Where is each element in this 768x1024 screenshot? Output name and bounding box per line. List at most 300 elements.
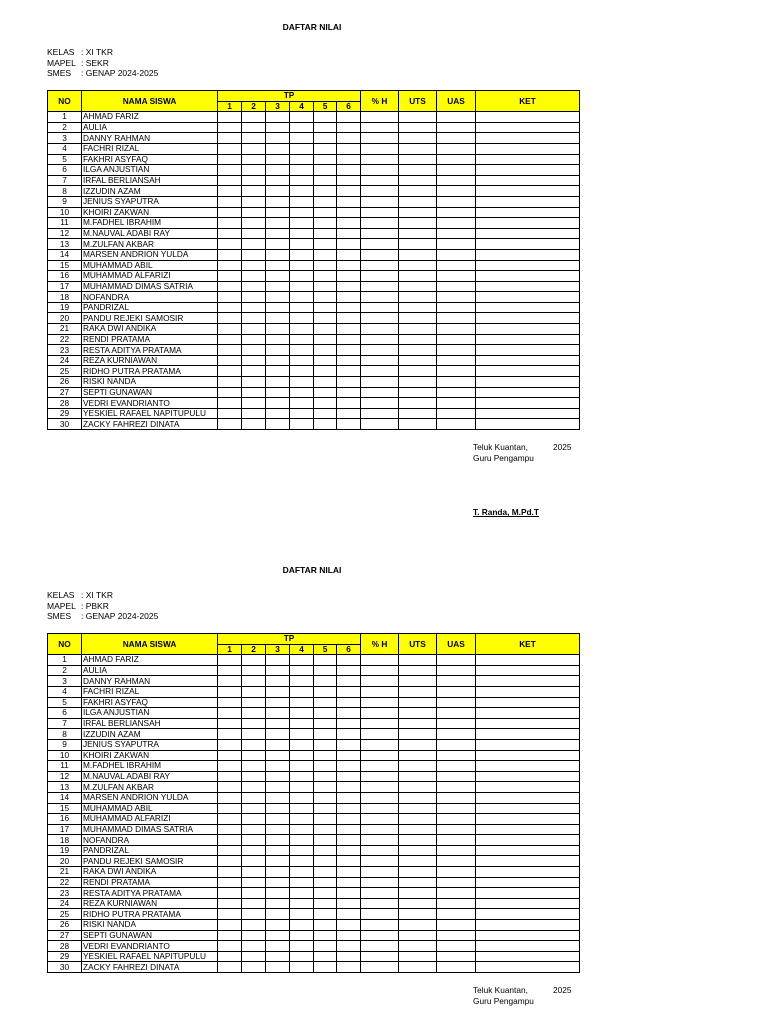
grade-cell[interactable] — [290, 909, 314, 920]
grade-cell[interactable] — [242, 655, 266, 666]
grade-cell[interactable] — [314, 697, 337, 708]
grade-cell[interactable] — [337, 408, 361, 419]
grade-cell[interactable] — [314, 175, 337, 186]
grade-cell[interactable] — [266, 920, 290, 931]
grade-cell[interactable] — [218, 856, 242, 867]
grade-cell[interactable] — [242, 239, 266, 250]
grade-cell[interactable] — [218, 729, 242, 740]
grade-cell[interactable] — [314, 165, 337, 176]
grade-cell[interactable] — [399, 739, 437, 750]
grade-cell[interactable] — [314, 387, 337, 398]
grade-cell[interactable] — [290, 112, 314, 123]
grade-cell[interactable] — [437, 803, 476, 814]
grade-cell[interactable] — [337, 718, 361, 729]
grade-cell[interactable] — [337, 196, 361, 207]
grade-cell[interactable] — [314, 814, 337, 825]
grade-cell[interactable] — [290, 143, 314, 154]
grade-cell[interactable] — [361, 239, 399, 250]
grade-cell[interactable] — [399, 962, 437, 973]
grade-cell[interactable] — [399, 324, 437, 335]
grade-cell[interactable] — [290, 761, 314, 772]
grade-cell[interactable] — [266, 408, 290, 419]
grade-cell[interactable] — [290, 771, 314, 782]
grade-cell[interactable] — [242, 175, 266, 186]
grade-cell[interactable] — [266, 133, 290, 144]
grade-cell[interactable] — [266, 814, 290, 825]
grade-cell[interactable] — [337, 930, 361, 941]
grade-cell[interactable] — [361, 175, 399, 186]
grade-cell[interactable] — [290, 165, 314, 176]
grade-cell[interactable] — [266, 761, 290, 772]
grade-cell[interactable] — [337, 962, 361, 973]
grade-cell[interactable] — [290, 867, 314, 878]
grade-cell[interactable] — [218, 207, 242, 218]
grade-cell[interactable] — [399, 665, 437, 676]
grade-cell[interactable] — [337, 366, 361, 377]
grade-cell[interactable] — [476, 165, 580, 176]
grade-cell[interactable] — [361, 845, 399, 856]
grade-cell[interactable] — [337, 655, 361, 666]
grade-cell[interactable] — [314, 888, 337, 899]
grade-cell[interactable] — [218, 867, 242, 878]
grade-cell[interactable] — [437, 228, 476, 239]
grade-cell[interactable] — [476, 281, 580, 292]
grade-cell[interactable] — [476, 782, 580, 793]
grade-cell[interactable] — [361, 782, 399, 793]
grade-cell[interactable] — [337, 292, 361, 303]
grade-cell[interactable] — [399, 750, 437, 761]
grade-cell[interactable] — [314, 345, 337, 356]
grade-cell[interactable] — [218, 676, 242, 687]
grade-cell[interactable] — [399, 898, 437, 909]
grade-cell[interactable] — [399, 824, 437, 835]
grade-cell[interactable] — [242, 909, 266, 920]
grade-cell[interactable] — [476, 186, 580, 197]
grade-cell[interactable] — [337, 175, 361, 186]
grade-cell[interactable] — [399, 186, 437, 197]
grade-cell[interactable] — [314, 302, 337, 313]
grade-cell[interactable] — [437, 260, 476, 271]
grade-cell[interactable] — [242, 419, 266, 430]
grade-cell[interactable] — [242, 676, 266, 687]
grade-cell[interactable] — [290, 729, 314, 740]
grade-cell[interactable] — [266, 419, 290, 430]
grade-cell[interactable] — [337, 112, 361, 123]
grade-cell[interactable] — [218, 165, 242, 176]
grade-cell[interactable] — [266, 196, 290, 207]
grade-cell[interactable] — [290, 920, 314, 931]
grade-cell[interactable] — [266, 218, 290, 229]
grade-cell[interactable] — [290, 175, 314, 186]
grade-cell[interactable] — [361, 686, 399, 697]
grade-cell[interactable] — [437, 771, 476, 782]
grade-cell[interactable] — [437, 313, 476, 324]
grade-cell[interactable] — [242, 803, 266, 814]
grade-cell[interactable] — [242, 249, 266, 260]
grade-cell[interactable] — [242, 718, 266, 729]
grade-cell[interactable] — [314, 281, 337, 292]
grade-cell[interactable] — [361, 387, 399, 398]
grade-cell[interactable] — [337, 782, 361, 793]
grade-cell[interactable] — [361, 824, 399, 835]
grade-cell[interactable] — [361, 792, 399, 803]
grade-cell[interactable] — [314, 122, 337, 133]
grade-cell[interactable] — [337, 133, 361, 144]
grade-cell[interactable] — [437, 355, 476, 366]
grade-cell[interactable] — [437, 324, 476, 335]
grade-cell[interactable] — [266, 962, 290, 973]
grade-cell[interactable] — [399, 792, 437, 803]
grade-cell[interactable] — [314, 133, 337, 144]
grade-cell[interactable] — [218, 920, 242, 931]
grade-cell[interactable] — [314, 739, 337, 750]
grade-cell[interactable] — [314, 186, 337, 197]
grade-cell[interactable] — [476, 930, 580, 941]
grade-cell[interactable] — [314, 366, 337, 377]
grade-cell[interactable] — [437, 941, 476, 952]
grade-cell[interactable] — [218, 324, 242, 335]
grade-cell[interactable] — [476, 792, 580, 803]
grade-cell[interactable] — [266, 207, 290, 218]
grade-cell[interactable] — [290, 271, 314, 282]
grade-cell[interactable] — [242, 824, 266, 835]
grade-cell[interactable] — [290, 207, 314, 218]
grade-cell[interactable] — [437, 729, 476, 740]
grade-cell[interactable] — [399, 697, 437, 708]
grade-cell[interactable] — [242, 930, 266, 941]
grade-cell[interactable] — [337, 218, 361, 229]
grade-cell[interactable] — [290, 686, 314, 697]
grade-cell[interactable] — [290, 196, 314, 207]
grade-cell[interactable] — [437, 665, 476, 676]
grade-cell[interactable] — [361, 951, 399, 962]
grade-cell[interactable] — [361, 408, 399, 419]
grade-cell[interactable] — [266, 803, 290, 814]
grade-cell[interactable] — [337, 941, 361, 952]
grade-cell[interactable] — [314, 676, 337, 687]
grade-cell[interactable] — [218, 196, 242, 207]
grade-cell[interactable] — [399, 281, 437, 292]
grade-cell[interactable] — [290, 334, 314, 345]
grade-cell[interactable] — [242, 207, 266, 218]
grade-cell[interactable] — [476, 814, 580, 825]
grade-cell[interactable] — [218, 419, 242, 430]
grade-cell[interactable] — [399, 803, 437, 814]
grade-cell[interactable] — [337, 345, 361, 356]
grade-cell[interactable] — [437, 898, 476, 909]
grade-cell[interactable] — [399, 845, 437, 856]
grade-cell[interactable] — [361, 398, 399, 409]
grade-cell[interactable] — [314, 909, 337, 920]
grade-cell[interactable] — [266, 112, 290, 123]
grade-cell[interactable] — [242, 133, 266, 144]
grade-cell[interactable] — [218, 239, 242, 250]
grade-cell[interactable] — [266, 718, 290, 729]
grade-cell[interactable] — [337, 239, 361, 250]
grade-cell[interactable] — [266, 951, 290, 962]
grade-cell[interactable] — [218, 962, 242, 973]
grade-cell[interactable] — [314, 408, 337, 419]
grade-cell[interactable] — [242, 835, 266, 846]
grade-cell[interactable] — [218, 313, 242, 324]
grade-cell[interactable] — [476, 112, 580, 123]
grade-cell[interactable] — [476, 708, 580, 719]
grade-cell[interactable] — [266, 708, 290, 719]
grade-cell[interactable] — [242, 398, 266, 409]
grade-cell[interactable] — [361, 218, 399, 229]
grade-cell[interactable] — [361, 419, 399, 430]
grade-cell[interactable] — [218, 260, 242, 271]
grade-cell[interactable] — [242, 729, 266, 740]
grade-cell[interactable] — [218, 154, 242, 165]
grade-cell[interactable] — [476, 941, 580, 952]
grade-cell[interactable] — [437, 292, 476, 303]
grade-cell[interactable] — [437, 856, 476, 867]
grade-cell[interactable] — [437, 207, 476, 218]
grade-cell[interactable] — [476, 122, 580, 133]
grade-cell[interactable] — [314, 419, 337, 430]
grade-cell[interactable] — [476, 920, 580, 931]
grade-cell[interactable] — [266, 835, 290, 846]
grade-cell[interactable] — [290, 718, 314, 729]
grade-cell[interactable] — [266, 782, 290, 793]
grade-cell[interactable] — [242, 408, 266, 419]
grade-cell[interactable] — [361, 377, 399, 388]
grade-cell[interactable] — [476, 377, 580, 388]
grade-cell[interactable] — [361, 196, 399, 207]
grade-cell[interactable] — [337, 377, 361, 388]
grade-cell[interactable] — [437, 824, 476, 835]
grade-cell[interactable] — [361, 676, 399, 687]
grade-cell[interactable] — [399, 249, 437, 260]
grade-cell[interactable] — [218, 345, 242, 356]
grade-cell[interactable] — [266, 697, 290, 708]
grade-cell[interactable] — [218, 398, 242, 409]
grade-cell[interactable] — [437, 377, 476, 388]
grade-cell[interactable] — [361, 962, 399, 973]
grade-cell[interactable] — [361, 366, 399, 377]
grade-cell[interactable] — [290, 845, 314, 856]
grade-cell[interactable] — [314, 207, 337, 218]
grade-cell[interactable] — [290, 154, 314, 165]
grade-cell[interactable] — [437, 271, 476, 282]
grade-cell[interactable] — [314, 260, 337, 271]
grade-cell[interactable] — [399, 334, 437, 345]
grade-cell[interactable] — [361, 771, 399, 782]
grade-cell[interactable] — [218, 930, 242, 941]
grade-cell[interactable] — [218, 122, 242, 133]
grade-cell[interactable] — [242, 708, 266, 719]
grade-cell[interactable] — [337, 154, 361, 165]
grade-cell[interactable] — [361, 165, 399, 176]
grade-cell[interactable] — [290, 655, 314, 666]
grade-cell[interactable] — [314, 143, 337, 154]
grade-cell[interactable] — [266, 165, 290, 176]
grade-cell[interactable] — [361, 324, 399, 335]
grade-cell[interactable] — [242, 877, 266, 888]
grade-cell[interactable] — [476, 292, 580, 303]
grade-cell[interactable] — [242, 686, 266, 697]
grade-cell[interactable] — [242, 898, 266, 909]
grade-cell[interactable] — [399, 143, 437, 154]
grade-cell[interactable] — [314, 708, 337, 719]
grade-cell[interactable] — [242, 186, 266, 197]
grade-cell[interactable] — [361, 867, 399, 878]
grade-cell[interactable] — [399, 133, 437, 144]
grade-cell[interactable] — [337, 355, 361, 366]
grade-cell[interactable] — [476, 739, 580, 750]
grade-cell[interactable] — [290, 665, 314, 676]
grade-cell[interactable] — [399, 302, 437, 313]
grade-cell[interactable] — [314, 355, 337, 366]
grade-cell[interactable] — [242, 366, 266, 377]
grade-cell[interactable] — [361, 835, 399, 846]
grade-cell[interactable] — [242, 867, 266, 878]
grade-cell[interactable] — [314, 877, 337, 888]
grade-cell[interactable] — [476, 750, 580, 761]
grade-cell[interactable] — [266, 175, 290, 186]
grade-cell[interactable] — [218, 133, 242, 144]
grade-cell[interactable] — [361, 739, 399, 750]
grade-cell[interactable] — [290, 750, 314, 761]
grade-cell[interactable] — [266, 281, 290, 292]
grade-cell[interactable] — [314, 824, 337, 835]
grade-cell[interactable] — [476, 729, 580, 740]
grade-cell[interactable] — [242, 271, 266, 282]
grade-cell[interactable] — [399, 218, 437, 229]
grade-cell[interactable] — [218, 281, 242, 292]
grade-cell[interactable] — [266, 154, 290, 165]
grade-cell[interactable] — [242, 165, 266, 176]
grade-cell[interactable] — [266, 877, 290, 888]
grade-cell[interactable] — [361, 313, 399, 324]
grade-cell[interactable] — [361, 271, 399, 282]
grade-cell[interactable] — [399, 366, 437, 377]
grade-cell[interactable] — [476, 408, 580, 419]
grade-cell[interactable] — [266, 271, 290, 282]
grade-cell[interactable] — [290, 249, 314, 260]
grade-cell[interactable] — [266, 313, 290, 324]
grade-cell[interactable] — [476, 398, 580, 409]
grade-cell[interactable] — [476, 387, 580, 398]
grade-cell[interactable] — [476, 249, 580, 260]
grade-cell[interactable] — [476, 324, 580, 335]
grade-cell[interactable] — [290, 803, 314, 814]
grade-cell[interactable] — [437, 867, 476, 878]
grade-cell[interactable] — [437, 909, 476, 920]
grade-cell[interactable] — [242, 302, 266, 313]
grade-cell[interactable] — [242, 665, 266, 676]
grade-cell[interactable] — [266, 771, 290, 782]
grade-cell[interactable] — [476, 686, 580, 697]
grade-cell[interactable] — [218, 686, 242, 697]
grade-cell[interactable] — [399, 877, 437, 888]
grade-cell[interactable] — [399, 686, 437, 697]
grade-cell[interactable] — [290, 930, 314, 941]
grade-cell[interactable] — [437, 739, 476, 750]
grade-cell[interactable] — [361, 941, 399, 952]
grade-cell[interactable] — [314, 228, 337, 239]
grade-cell[interactable] — [399, 718, 437, 729]
grade-cell[interactable] — [361, 920, 399, 931]
grade-cell[interactable] — [361, 856, 399, 867]
grade-cell[interactable] — [290, 951, 314, 962]
grade-cell[interactable] — [242, 856, 266, 867]
grade-cell[interactable] — [476, 962, 580, 973]
grade-cell[interactable] — [476, 143, 580, 154]
grade-cell[interactable] — [314, 686, 337, 697]
grade-cell[interactable] — [314, 867, 337, 878]
grade-cell[interactable] — [399, 122, 437, 133]
grade-cell[interactable] — [476, 856, 580, 867]
grade-cell[interactable] — [218, 951, 242, 962]
grade-cell[interactable] — [437, 655, 476, 666]
grade-cell[interactable] — [242, 292, 266, 303]
grade-cell[interactable] — [242, 845, 266, 856]
grade-cell[interactable] — [266, 186, 290, 197]
grade-cell[interactable] — [266, 324, 290, 335]
grade-cell[interactable] — [314, 951, 337, 962]
grade-cell[interactable] — [242, 888, 266, 899]
grade-cell[interactable] — [437, 962, 476, 973]
grade-cell[interactable] — [290, 122, 314, 133]
grade-cell[interactable] — [399, 260, 437, 271]
grade-cell[interactable] — [218, 271, 242, 282]
grade-cell[interactable] — [399, 165, 437, 176]
grade-cell[interactable] — [290, 697, 314, 708]
grade-cell[interactable] — [314, 324, 337, 335]
grade-cell[interactable] — [437, 196, 476, 207]
grade-cell[interactable] — [476, 260, 580, 271]
grade-cell[interactable] — [337, 697, 361, 708]
grade-cell[interactable] — [218, 366, 242, 377]
grade-cell[interactable] — [242, 260, 266, 271]
grade-cell[interactable] — [361, 154, 399, 165]
grade-cell[interactable] — [218, 355, 242, 366]
grade-cell[interactable] — [290, 792, 314, 803]
grade-cell[interactable] — [399, 951, 437, 962]
grade-cell[interactable] — [266, 260, 290, 271]
grade-cell[interactable] — [361, 877, 399, 888]
grade-cell[interactable] — [266, 366, 290, 377]
grade-cell[interactable] — [218, 302, 242, 313]
grade-cell[interactable] — [476, 355, 580, 366]
grade-cell[interactable] — [476, 676, 580, 687]
grade-cell[interactable] — [218, 334, 242, 345]
grade-cell[interactable] — [290, 366, 314, 377]
grade-cell[interactable] — [437, 951, 476, 962]
grade-cell[interactable] — [290, 345, 314, 356]
grade-cell[interactable] — [290, 877, 314, 888]
grade-cell[interactable] — [290, 739, 314, 750]
grade-cell[interactable] — [361, 249, 399, 260]
grade-cell[interactable] — [314, 898, 337, 909]
grade-cell[interactable] — [399, 175, 437, 186]
grade-cell[interactable] — [476, 271, 580, 282]
grade-cell[interactable] — [314, 377, 337, 388]
grade-cell[interactable] — [242, 345, 266, 356]
grade-cell[interactable] — [437, 281, 476, 292]
grade-cell[interactable] — [266, 665, 290, 676]
grade-cell[interactable] — [218, 665, 242, 676]
grade-cell[interactable] — [290, 228, 314, 239]
grade-cell[interactable] — [337, 792, 361, 803]
grade-cell[interactable] — [437, 419, 476, 430]
grade-cell[interactable] — [361, 228, 399, 239]
grade-cell[interactable] — [266, 228, 290, 239]
grade-cell[interactable] — [361, 761, 399, 772]
grade-cell[interactable] — [476, 133, 580, 144]
